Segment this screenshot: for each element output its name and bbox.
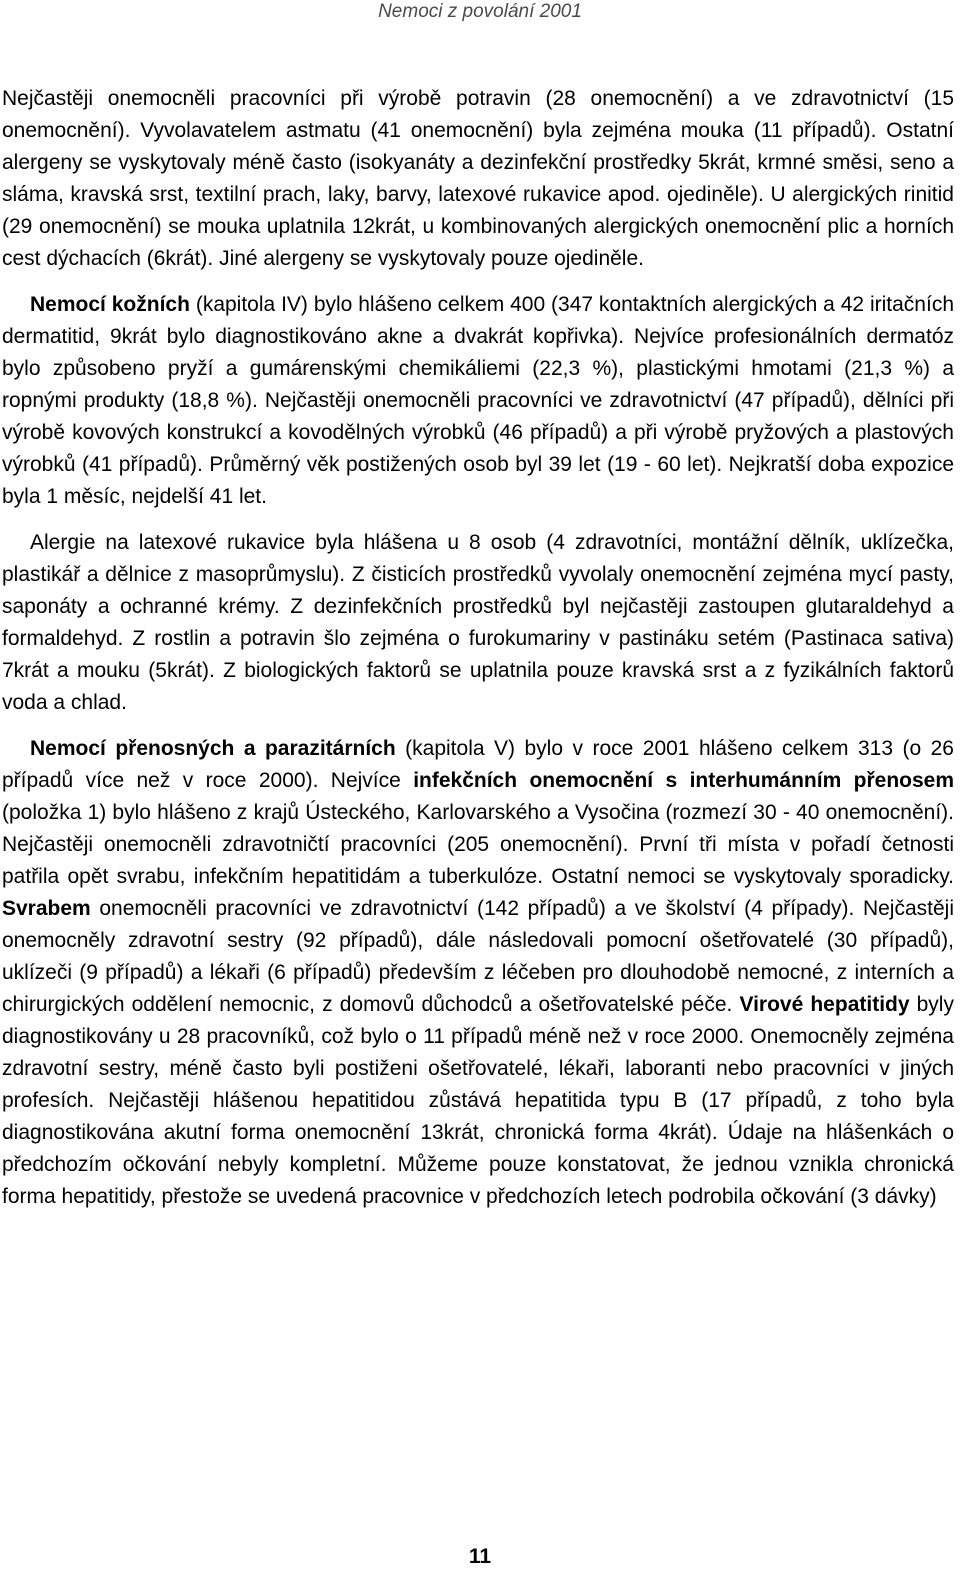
text-run: onemocněli pracovníci ve zdravotnictví (142 případů) a ve školství (4 případy). Nejčastěji onemocněly zdravotní sestry (92 případů), dále následovali pomocní ošetřovatelé (30 případů), uklízeči (9 případů) a lékaři (6 případů) především z léčeben pro dlouhodobě nemocné, z interních a chirurgických oddělení nemocnic, z domovů důchodců a ošetřovatelské péče. — [2, 897, 954, 1016]
paragraph-p4 — [2, 733, 954, 1213]
paragraph-p1 — [2, 83, 954, 275]
bold-term: Nemocí kožních — [30, 293, 190, 316]
bold-term: Nemocí přenosných a parazitárních — [30, 737, 396, 760]
text-run: Alergie na latexové rukavice byla hlášena u 8 osob (4 zdravotníci, montážní dělník, uklízečka, plastikář a dělnice z masoprůmyslu). Z čisticích prostředků vyvolaly onemocnění zejména mycí pasty, saponáty a ochranné krémy. Z dezinfekčních prostředků byl nejčastěji zastoupen glutaraldehyd a formaldehyd. Z rostlin a potravin šlo zejména o furokumariny v pastináku setém (Pastinaca sativa) 7krát a mouku (5krát). Z biologických faktorů se uplatnila pouze kravská srst a z fyzikálních faktorů voda a chlad. — [2, 531, 954, 714]
paragraph-p2 — [2, 289, 954, 513]
text-run: (kapitola V) bylo v roce 2001 hlášeno celkem 313 (o 26 případů více než v roce 2000). Nejvíce — [2, 737, 954, 792]
paragraph-p3 — [2, 527, 954, 719]
text-run: (kapitola IV) bylo hlášeno celkem 400 (347 kontaktních alergických a 42 iritačních dermatitid, 9krát bylo diagnostikováno akne a dvakrát kopřivka). Nejvíce profesionálních dermatóz bylo způsobeno pryží a gumárenskými chemikáliemi (22,3 %), plastickými hmotami (21,3 %) a ropnými produkty (18,8 %). Nejčastěji onemocněli pracovníci ve zdravotnictví (47 případů), dělníci při výrobě kovových konstrukcí a kovodělných výrobků (46 případů) a při výrobě pryžových a plastových výrobků (41 případů). Průměrný věk postižených osob byl 39 let (19 - 60 let). Nejkratší doba expozice byla 1 měsíc, nejdelší 41 let. — [2, 293, 955, 508]
running-header: Nemoci z povolání 2001 — [378, 1, 582, 22]
bold-term: infekčních onemocnění s interhumánním přenosem — [413, 769, 954, 792]
text-run: Nejčastěji onemocněli pracovníci při výrobě potravin (28 onemocnění) a ve zdravotnictví (15 onemocnění). Vyvolavatelem astmatu (41 onemocnění) byla zejména mouka (11 případů). Ostatní alergeny se vyskytovaly méně často (isokyanáty a dezinfekční prostředky 5krát, krmné směsi, seno a sláma, kravská srst, textilní prach, laky, barvy, latexové rukavice apod. ojediněle). U alergických rinitid (29 onemocnění) se mouka uplatnila 12krát, u kombinovaných alergických onemocnění plic a horních cest dýchacích (6krát). Jiné alergeny se vyskytovaly pouze ojediněle. — [2, 87, 954, 270]
text-run: (položka 1) bylo hlášeno z krajů Ústeckého, Karlovarského a Vysočina (rozmezí 30 - 40 onemocnění). Nejčastěji onemocněli zdravotničtí pracovníci (205 onemocnění). První tři místa v pořadí četnosti patřila opět svrabu, infekčním hepatitidám a tuberkulóze. Ostatní nemoci se vyskytovaly sporadicky. — [2, 801, 954, 888]
document-body — [2, 83, 954, 1227]
page-number: 11 — [468, 1545, 492, 1568]
bold-term: Virové hepatitidy — [739, 993, 910, 1016]
text-run: byly diagnostikovány u 28 pracovníků, což bylo o 11 případů méně než v roce 2000. Onemocněly zejména zdravotní sestry, méně často byli postiženi ošetřovatelé, lékaři, laboranti nebo pracovníci v jiných profesích. Nejčastěji hlášenou hepatitidou zůstává hepatitida typu B (17 případů, z toho byla diagnostikována akutní forma onemocnění 13krát, chronická forma 4krát). Údaje na hlášenkách o předchozím očkování nebyly kompletní. Můžeme pouze konstatovat, že jednou vznikla chronická forma hepatitidy, přestože se uvedená pracovnice v předchozích letech podrobila očkování (3 dávky) — [2, 993, 954, 1208]
bold-term: Svrabem — [2, 897, 91, 920]
